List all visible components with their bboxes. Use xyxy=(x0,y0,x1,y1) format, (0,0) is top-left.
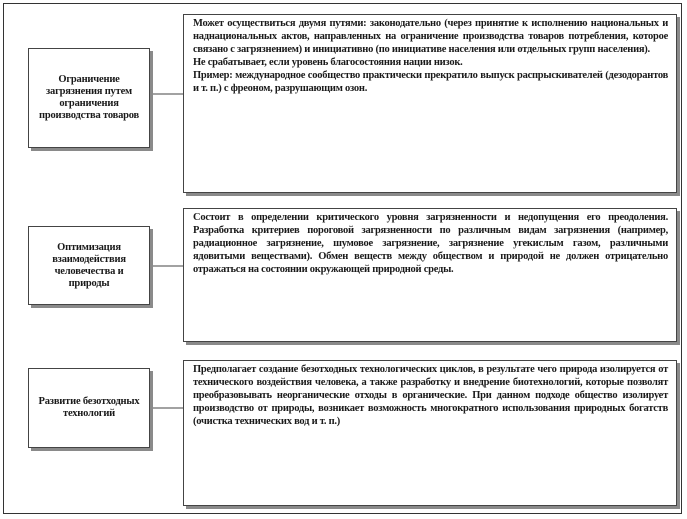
description-box-2 xyxy=(183,208,677,342)
description-2-paragraph-1: Состоит в определении критического уровня загрязненности и недопущения его преодоления. Разработка критериев пороговой загрязненности по различным видам загрязнения (например, радиационное загрязнение, шумовое загрязнение, загрязнение угекислым газом, различными ядовитыми веществами). Обмен веществ между обществом и природой не должен отрицательно отражаться на состоянии окружающей природной среды. xyxy=(193,212,668,275)
method-label-2: Оптимизация взаимодействия человечества и природы xyxy=(52,241,126,289)
method-box-3 xyxy=(28,368,150,448)
description-1-paragraph-3: Пример: международное сообщество практически прекратило выпуск распрыскивателей (дезодорантов и т. п.) с фреоном, разрушающим озон. xyxy=(193,70,668,94)
description-box-1 xyxy=(183,14,677,193)
description-3-paragraph-1: Предполагает создание безотходных технологических циклов, в результате чего природа изолируется от технического воздействия человека, а также разработку и внедрение биотехнологий, которые позволят преобразовывать неорганические отходы в органические. При данном подходе общество изолирует производство от природы, возникает возможность многократного использования природных богатств (очистка технических вод и т. п.) xyxy=(193,364,668,427)
description-1-paragraph-2: Не срабатывает, если уровень благосостояния нации низок. xyxy=(193,57,463,68)
method-box-1 xyxy=(28,48,150,148)
description-box-3 xyxy=(183,360,677,506)
method-label-3: Развитие безотходных технологий xyxy=(38,396,140,419)
method-label-1: Ограничение загрязнения путем ограничения производства товаров xyxy=(38,74,140,121)
description-1-paragraph-1: Может осуществиться двумя путями: законодательно (через принятие к исполнению национальных и наднациональных актов, направленных на ограничение производства товаров потребления, которое связано с загрязнением) и инициативно (по инициативе населения или отдельных групп населения). xyxy=(193,18,668,55)
method-box-2 xyxy=(28,226,150,305)
